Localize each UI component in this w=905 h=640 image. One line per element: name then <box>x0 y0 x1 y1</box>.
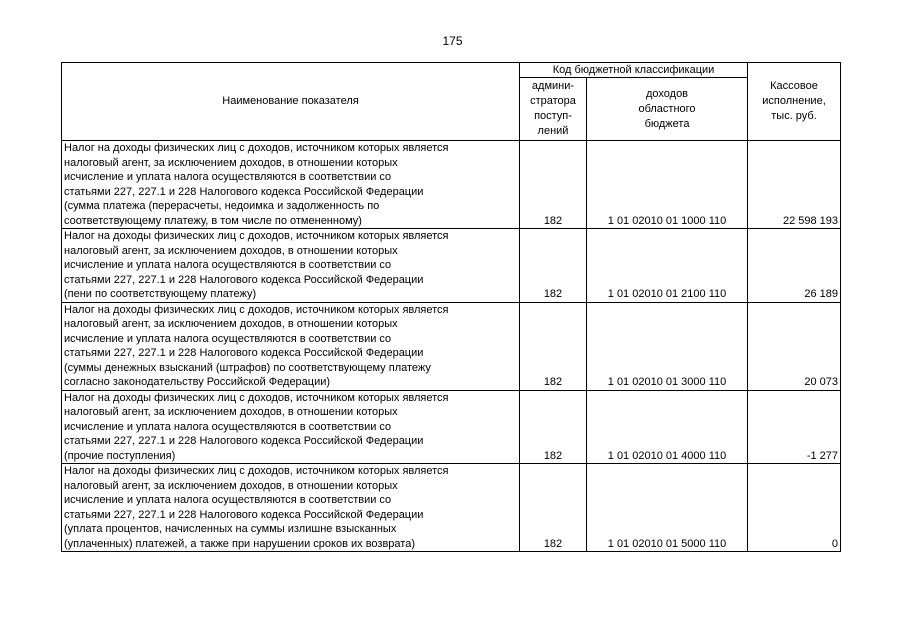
row-name: Налог на доходы физических лиц с доходов, источником которых является налоговый агент, за исключением доходов, в отношении которых исчисление и уплата налога осуществляются в соответствии со статьями 227, 227.1 и 228 Налогового кодекса Российской Федерации (пени по соответствующему платежу) <box>62 229 520 303</box>
table-header <box>62 63 841 141</box>
header-code-group: Код бюджетной классификации <box>520 63 748 78</box>
header-income <box>587 78 748 141</box>
row-amount: -1 277 <box>748 390 841 464</box>
row-name: Налог на доходы физических лиц с доходов, источником которых является налоговый агент, за исключением доходов, в отношении которых исчисление и уплата налога осуществляются в соответствии со статьями 227, 227.1 и 228 Налогового кодекса Российской Федерации (сумма платежа (перерасчеты, недоимка и задолженность по соответствующему платежу, в том числе по отмененному) <box>62 141 520 229</box>
row-amount: 26 189 <box>748 229 841 303</box>
table-body <box>62 141 841 552</box>
row-administrator: 182 <box>520 141 587 229</box>
row-administrator: 182 <box>520 464 587 552</box>
page-number: 175 <box>442 34 463 48</box>
row-administrator: 182 <box>520 390 587 464</box>
row-name: Налог на доходы физических лиц с доходов, источником которых является налоговый агент, за исключением доходов, в отношении которых исчисление и уплата налога осуществляются в соответствии со статьями 227, 227.1 и 228 Налогового кодекса Российской Федерации (прочие поступления) <box>62 390 520 464</box>
header-amount <box>748 63 841 141</box>
row-name: Налог на доходы физических лиц с доходов, источником которых является налоговый агент, за исключением доходов, в отношении которых исчисление и уплата налога осуществляются в соответствии со статьями 227, 227.1 и 228 Налогового кодекса Российской Федерации (суммы денежных взысканий (штрафов) по соответствующему платежу согласно законодательству Российской Федерации) <box>62 302 520 390</box>
row-amount: 20 073 <box>748 302 841 390</box>
row-administrator: 182 <box>520 302 587 390</box>
row-income: 1 01 02010 01 3000 110 <box>587 302 748 390</box>
table-row <box>62 390 841 464</box>
budget-table <box>61 62 841 552</box>
row-income: 1 01 02010 01 2100 110 <box>587 229 748 303</box>
row-name: Налог на доходы физических лиц с доходов, источником которых является налоговый агент, за исключением доходов, в отношении которых исчисление и уплата налога осуществляются в соответствии со статьями 227, 227.1 и 228 Налогового кодекса Российской Федерации (уплата процентов, начисленных на суммы излишне взысканных (уплаченных) платежей, а также при нарушении сроков их возврата) <box>62 464 520 552</box>
row-administrator: 182 <box>520 229 587 303</box>
row-income: 1 01 02010 01 5000 110 <box>587 464 748 552</box>
header-amount-text: Кассовое исполнение, тыс. руб. <box>762 80 826 122</box>
row-amount: 22 598 193 <box>748 141 841 229</box>
header-administrator-text: админи- стратора поступ- лений <box>530 80 576 137</box>
header-income-text: доходов областного бюджета <box>638 87 696 130</box>
row-amount: 0 <box>748 464 841 552</box>
header-administrator <box>520 78 587 141</box>
table-row <box>62 229 841 303</box>
table-row <box>62 464 841 552</box>
header-name: Наименование показателя <box>62 63 520 141</box>
table-row <box>62 302 841 390</box>
table-row <box>62 141 841 229</box>
row-income: 1 01 02010 01 1000 110 <box>587 141 748 229</box>
row-income: 1 01 02010 01 4000 110 <box>587 390 748 464</box>
